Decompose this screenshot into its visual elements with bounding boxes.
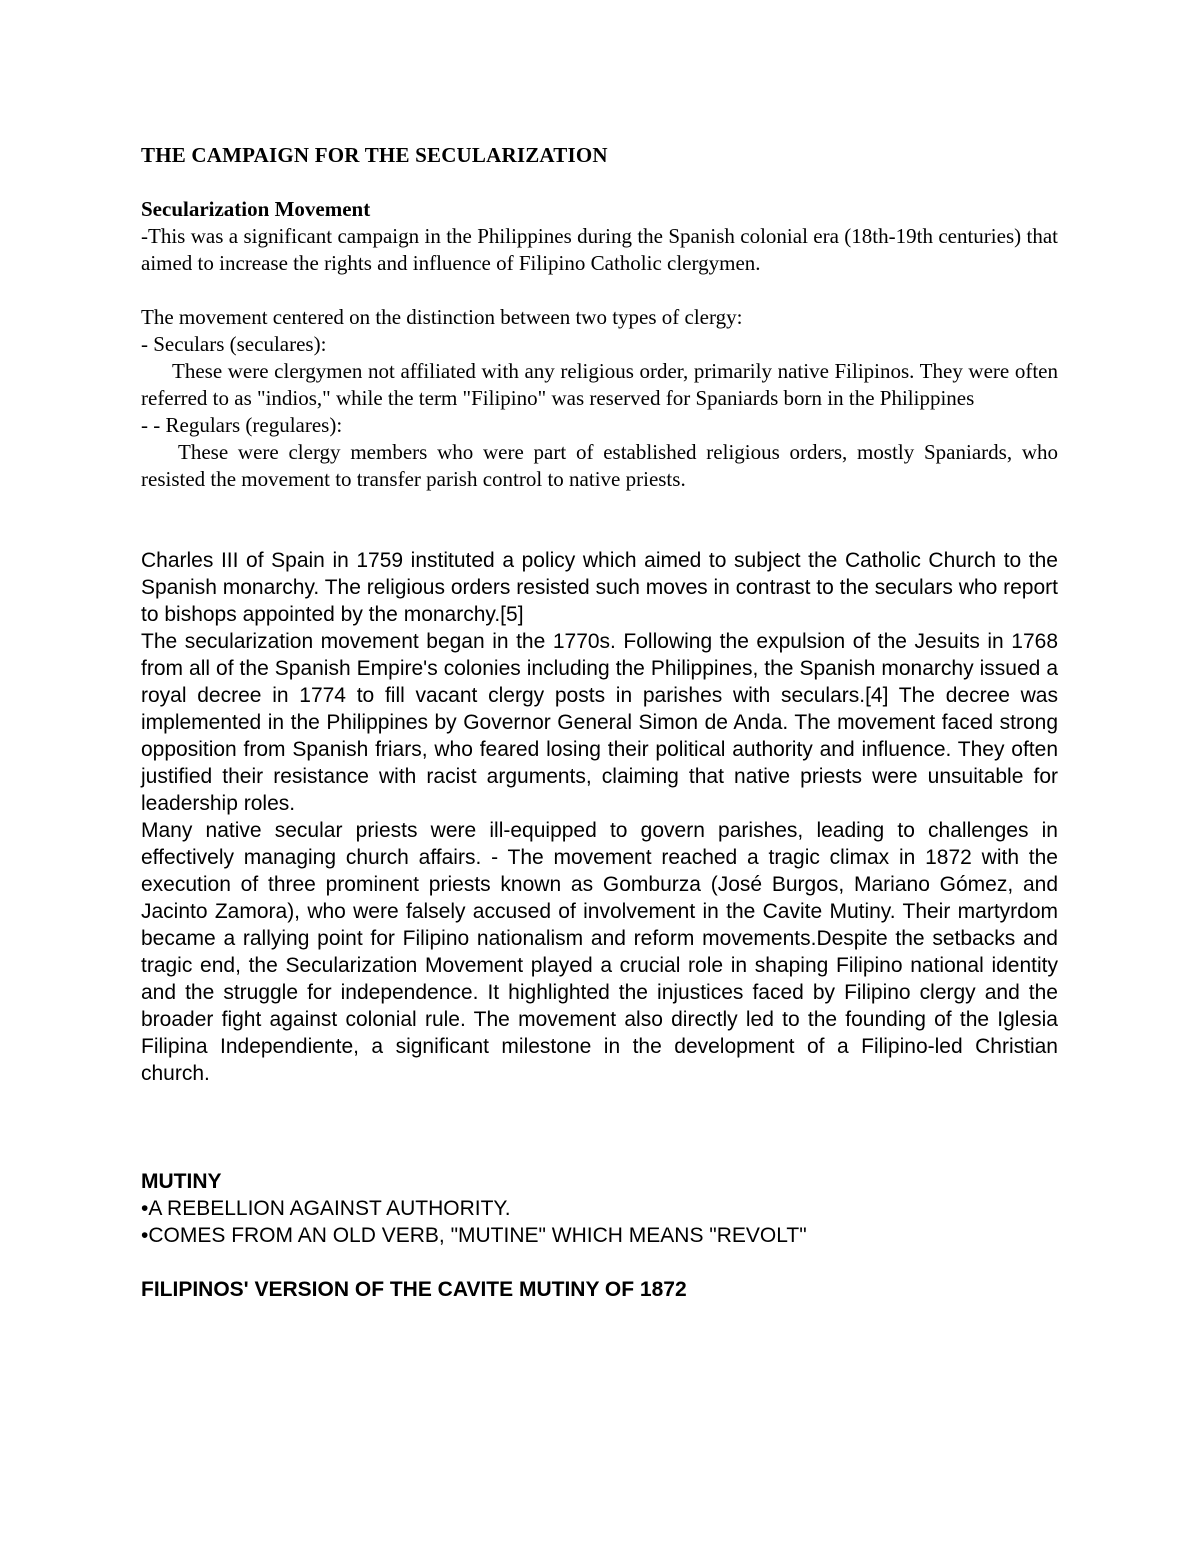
secularization-section bbox=[141, 196, 1058, 493]
history-paragraph-1: Charles III of Spain in 1759 instituted a policy which aimed to subject the Catholic Church to the Spanish monarchy. The religious orders resisted such moves in contrast to the seculars who report to bishops appointed by the monarchy.[5] bbox=[141, 549, 1058, 626]
filipinos-version-heading: FILIPINOS' VERSION OF THE CAVITE MUTINY OF 1872 bbox=[141, 1278, 687, 1301]
regulars-label: - - Regulars (regulares): bbox=[141, 413, 343, 437]
secularization-heading: Secularization Movement bbox=[141, 197, 371, 221]
seculars-description: These were clergymen not affiliated with any religious order, primarily native Filipinos. They were often referred to as "indios," while the term "Filipino" was reserved for Spaniards born in the Philippines bbox=[141, 359, 1058, 410]
distinction-intro: The movement centered on the distinction between two types of clergy: bbox=[141, 305, 743, 329]
document-title: THE CAMPAIGN FOR THE SECULARIZATION bbox=[141, 143, 608, 167]
mutiny-bullet: •COMES FROM AN OLD VERB, "MUTINE" WHICH MEANS "REVOLT" bbox=[141, 1224, 807, 1247]
mutiny-section bbox=[141, 1168, 1058, 1249]
secularization-intro: -This was a significant campaign in the Philippines during the Spanish colonial era (18th-19th centuries) that aimed to increase the rights and influence of Filipino Catholic clergymen. bbox=[141, 224, 1058, 275]
document-page bbox=[141, 142, 1058, 1303]
history-section bbox=[141, 547, 1058, 1087]
mutiny-bullet: •A REBELLION AGAINST AUTHORITY. bbox=[141, 1197, 511, 1220]
mutiny-heading: MUTINY bbox=[141, 1170, 222, 1193]
history-paragraph-2: The secularization movement began in the 1770s. Following the expulsion of the Jesuits in 1768 from all of the Spanish Empire's colonies including the Philippines, the Spanish monarchy issued a royal decree in 1774 to fill vacant clergy posts in parishes with seculars.[4] The decree was implemented in the Philippines by Governor General Simon de Anda. The movement faced strong opposition from Spanish friars, who feared losing their political authority and influence. They often justified their resistance with racist arguments, claiming that native priests were unsuitable for leadership roles. bbox=[141, 630, 1058, 815]
seculars-label: - Seculars (seculares): bbox=[141, 332, 327, 356]
history-paragraph-3: Many native secular priests were ill-equipped to govern parishes, leading to challenges in effectively managing church affairs. - The movement reached a tragic climax in 1872 with the execution of three prominent priests known as Gomburza (José Burgos, Mariano Gómez, and Jacinto Zamora), who were falsely accused of involvement in the Cavite Mutiny. Their martyrdom became a rallying point for Filipino nationalism and reform movements.Despite the setbacks and tragic end, the Secularization Movement played a crucial role in shaping Filipino national identity and the struggle for independence. It highlighted the injustices faced by Filipino clergy and the broader fight against colonial rule. The movement also directly led to the founding of the Iglesia Filipina Independiente, a significant milestone in the development of a Filipino-led Christian church. bbox=[141, 819, 1058, 1085]
regulars-description: These were clergy members who were part of established religious orders, mostly Spaniards, who resisted the movement to transfer parish control to native priests. bbox=[141, 440, 1058, 491]
